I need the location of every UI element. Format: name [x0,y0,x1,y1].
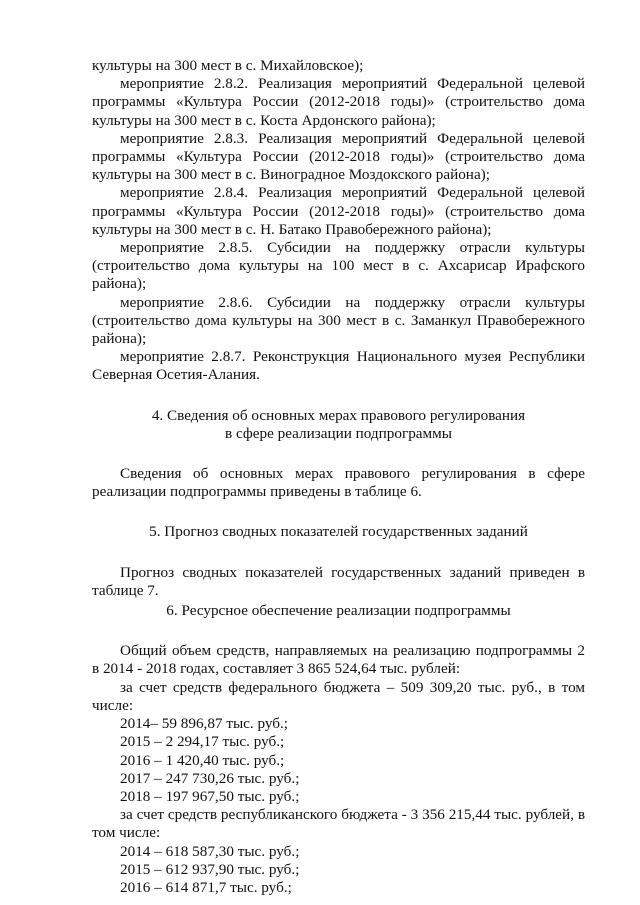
list-item: 2017 – 247 730,26 тыс. руб.; [120,769,300,787]
list-item: 2014 – 618 587,30 тыс. руб.; [120,842,300,860]
paragraph-measure-2-8-2: мероприятие 2.8.2. Реализация мероприятий Федеральной целевой программы «Культура России (2012-2018 годы)» (строительство дома культуры на 300 мест в с. Коста Ардонского района); [92,75,585,129]
federal-budget-list [92,715,585,806]
republic-budget-list [92,843,585,898]
section-5-text: Прогноз сводных показателей государственных заданий приведен в таблице 7. [92,563,585,599]
paragraph-measure-2-8-3: мероприятие 2.8.3. Реализация мероприятий Федеральной целевой программы «Культура России (2012-2018 годы)» (строительство дома культуры на 300 мест в с. Виноградное Моздокского района); [92,129,585,184]
paragraph-continuation: культуры на 300 мест в с. Михайловское); [92,57,364,74]
list-item: 2015 – 612 937,90 тыс. руб.; [120,860,300,878]
list-item: 2018 – 197 967,50 тыс. руб.; [120,787,300,805]
section-6-intro: Общий объем средств, направляемых на реализацию подпрограммы 2 в 2014 - 2018 годах, составляет 3 865 524,64 тыс. рублей: [92,642,585,678]
document-page [92,57,585,897]
section-4-text: Сведения об основных мерах правового регулирования в сфере реализации подпрограммы приведены в таблице 6. [92,465,585,501]
paragraph-measure-2-8-4: мероприятие 2.8.4. Реализация мероприятий Федеральной целевой программы «Культура России (2012-2018 годы)» (строительство дома культуры на 300 мест в с. Н. Батако Правобережного района); [92,184,585,238]
list-item: 2016 – 614 871,7 тыс. руб.; [120,878,292,896]
section-6-heading: 6. Ресурсное обеспечение реализации подпрограммы [166,602,511,620]
section-4-heading-line2: в сфере реализации подпрограммы [225,424,452,442]
paragraph-measure-2-8-7: мероприятие 2.8.7. Реконструкция Национального музея Республики Северная Осетия-Алания. [92,348,585,384]
section-4-heading-line1: 4. Сведения об основных мерах правового регулирования [151,406,526,424]
section-5-heading: 5. Прогноз сводных показателей государственных заданий [149,523,528,541]
list-item: 2016 – 1 420,40 тыс. руб.; [120,751,285,769]
republic-budget-intro: за счет средств республиканского бюджета - 3 356 215,44 тыс. рублей, в том числе: [92,806,585,842]
list-item: 2015 – 2 294,17 тыс. руб.; [120,733,285,751]
section-4-heading [92,407,585,443]
paragraph-measure-2-8-6: мероприятие 2.8.6. Субсидии на поддержку отрасли культуры (строительство дома культуры на 300 мест в с. Заманкул Правобережного района); [92,293,585,348]
federal-budget-intro: за счет средств федерального бюджета – 509 309,20 тыс. руб., в том числе: [92,678,585,714]
list-item: 2014– 59 896,87 тыс. руб.; [120,715,289,733]
paragraph-measure-2-8-5: мероприятие 2.8.5. Субсидии на поддержку отрасли культуры (строительство дома культуры на 100 мест в с. Ахсарисар Ирафского района); [92,239,585,293]
